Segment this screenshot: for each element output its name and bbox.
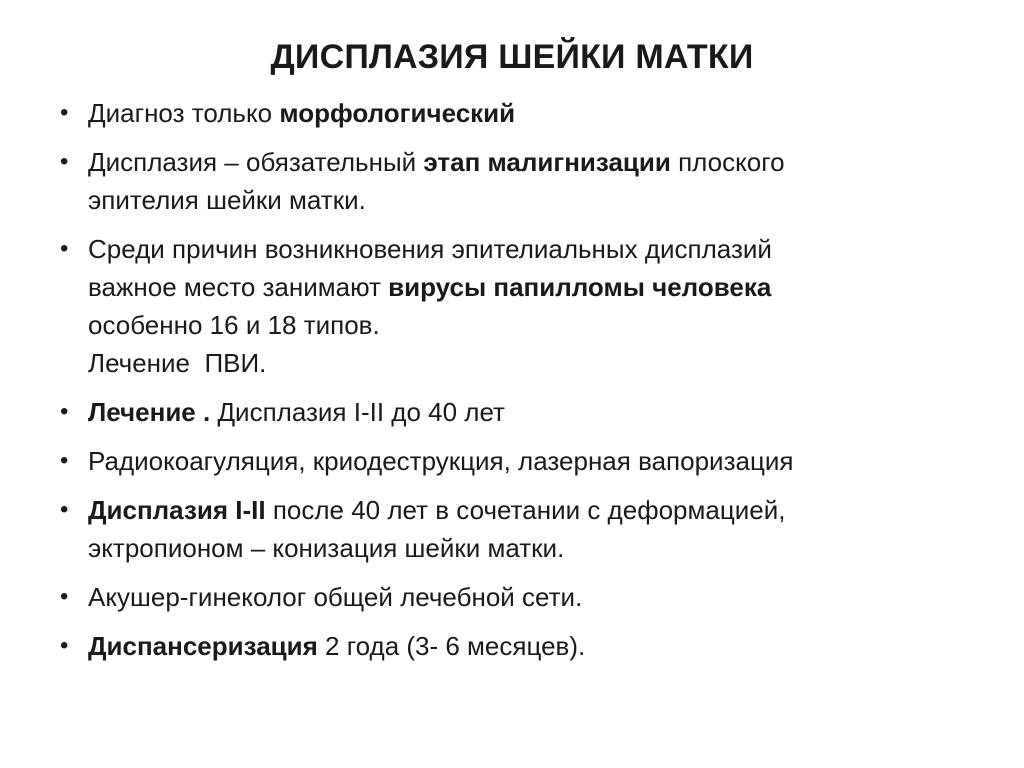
bullet-text: важное место занимают [88,272,389,302]
bullet-point-icon: • [60,583,69,610]
bullet-list [58,94,958,676]
bullet-point-icon: • [60,398,69,425]
bullet-line [88,268,958,306]
bullet-item [58,393,958,431]
bullet-text: Дисплазия I-II до 40 лет [210,397,505,427]
bullet-item [58,491,958,567]
slide-title: ДИСПЛАЗИЯ ШЕЙКИ МАТКИ [270,38,754,76]
bullet-text: эктропионом – конизация шейки матки. [88,533,565,563]
bullet-text-bold: вирусы папилломы человека [388,272,772,302]
bullet-text: после 40 лет в сочетании с деформацией, [265,495,786,525]
bullet-text: особенно 16 и 18 типов. [88,310,380,340]
bullet-text-bold: Лечение . [88,397,211,427]
bullet-line [88,393,958,431]
bullet-text: плоского [670,147,785,177]
bullet-line [88,181,958,219]
bullet-line [88,344,958,382]
bullet-text: Среди причин возникновения эпителиальных дисплазий [88,234,772,264]
bullet-item [58,94,958,132]
bullet-text: Акушер-гинеколог общей лечебной сети. [88,582,583,612]
bullet-text: 2 года (3- 6 месяцев). [317,631,586,661]
bullet-point-icon: • [60,99,69,126]
bullet-item [58,230,958,382]
bullet-point-icon: • [60,148,69,175]
bullet-text-bold: морфологический [279,98,516,128]
bullet-text-bold: Диспансеризация [88,631,318,661]
bullet-line [88,578,958,616]
bullet-text: эпителия шейки матки. [88,185,366,215]
bullet-text: Дисплазия – обязательный [88,147,424,177]
bullet-item [58,143,958,219]
bullet-text-bold: Дисплазия I-II [88,495,266,525]
bullet-line [88,143,958,181]
bullet-item [58,627,958,665]
bullet-point-icon: • [60,447,69,474]
bullet-line [88,627,958,665]
bullet-line [88,94,958,132]
bullet-item [58,442,958,480]
bullet-line [88,230,958,268]
bullet-item [58,578,958,616]
bullet-text-bold: этап малигнизации [423,147,671,177]
bullet-line [88,491,958,529]
bullet-point-icon: • [60,632,69,659]
bullet-line [88,529,958,567]
bullet-text: Лечение ПВИ. [88,348,267,378]
bullet-line [88,442,958,480]
bullet-text: Диагноз только [88,98,280,128]
bullet-text: Радиокоагуляция, криодеструкция, лазерная вапоризация [88,446,794,476]
bullet-point-icon: • [60,235,69,262]
bullet-point-icon: • [60,496,69,523]
bullet-line [88,306,958,344]
